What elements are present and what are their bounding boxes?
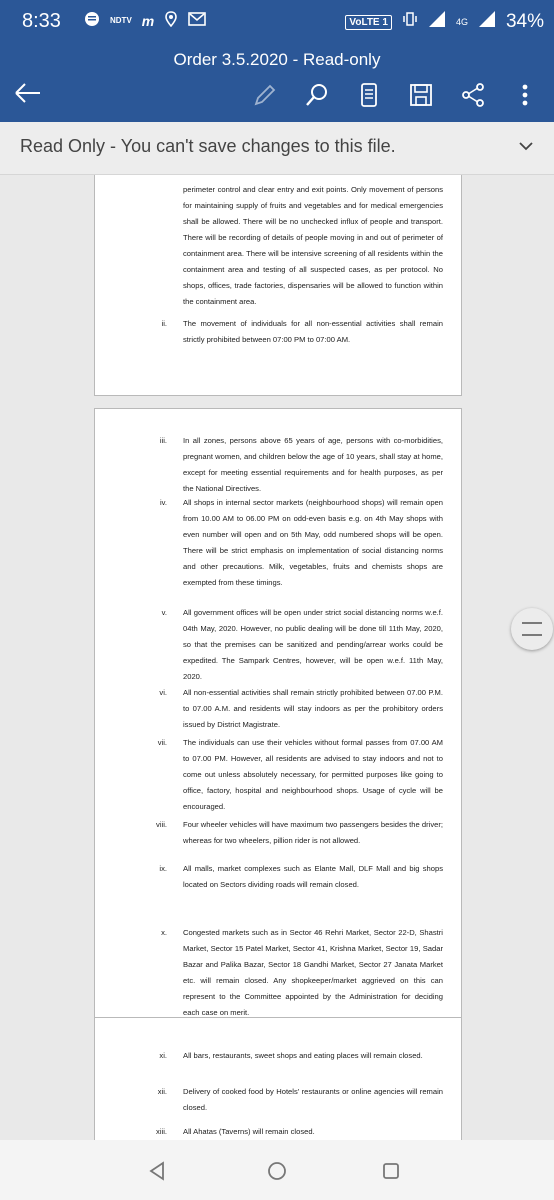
item-number: ii. <box>161 319 167 328</box>
document-title: Order 3.5.2020 - Read-only <box>173 50 381 69</box>
message-icon <box>84 11 100 30</box>
item-number: vi. <box>159 688 167 697</box>
document-page-3 <box>94 1017 462 1140</box>
item-text: All shops in internal sector markets (neighbourhood shops) will remain open from 10.00 AM to 06.00 PM on odd-even basis e.g. on 4th May shops with even number will open and on 5th May, odd numbered shops will be open. There will be strict emphasis on implementation of social distancing norms and other precautions. Milk, vegetables, fruits and chemists shops are exempted from these timings. <box>183 498 443 587</box>
read-only-message: Read Only - You can't save changes to this file. <box>20 136 396 156</box>
search-button[interactable] <box>302 80 332 110</box>
app-bar <box>0 44 554 122</box>
item-number: iii. <box>159 436 167 445</box>
item-number: v. <box>161 608 167 617</box>
vibrate-icon <box>402 10 418 34</box>
more-options-button[interactable] <box>510 80 540 110</box>
share-icon <box>460 82 486 108</box>
system-status <box>345 10 544 34</box>
item-text: perimeter control and clear entry and exit points. Only movement of persons for maintaining supply of fruits and vegetables and for medical emergencies shall be allowed. There will be no unchecked influx of people and transport. There will be recording of details of people moving in and out of perimeter of containment area. There will be intensive screening of all residents within the containment area and testing of all suspected cases, as per protocol. No shops, offices, trade factories, dispensaries will be allowed to function within the containment area. <box>183 185 443 306</box>
item-text: The movement of individuals for all non-essential activities shall remain strictly prohibited between 07:00 PM to 07:00 AM. <box>183 319 443 344</box>
draw-button[interactable] <box>250 80 280 110</box>
item-number: viii. <box>156 820 167 829</box>
mail-icon <box>188 11 206 30</box>
item-text: Congested markets such as in Sector 46 Rehri Market, Sector 22-D, Shastri Market, Sector 15 Patel Market, Sector 41, Krishna Market, Sector 19, Sadar Bazar and Palika Bazar, Sector 18 Gandhi Market, Sector 27 Janata Market etc. will remain closed. Any shopkeeper/market aggrieved on this can represent to the Committee appointed by the Administration for deciding each case on merit. <box>183 928 443 1017</box>
item-text: Delivery of cooked food by Hotels' restaurants or online agencies will remain closed. <box>183 1087 443 1112</box>
back-arrow-icon <box>14 82 42 104</box>
location-icon <box>164 11 178 30</box>
chevron-down-icon[interactable] <box>518 136 534 157</box>
back-button[interactable] <box>14 82 42 108</box>
save-button[interactable] <box>406 80 436 110</box>
android-nav-bar <box>0 1140 554 1200</box>
myntra-icon: m <box>141 12 155 29</box>
drag-handle-icon <box>522 622 542 636</box>
item-number: x. <box>161 928 167 937</box>
triangle-back-icon <box>147 1160 169 1182</box>
clock: 8:33 <box>22 10 61 32</box>
item-number: ix. <box>159 864 167 873</box>
document-page-1 <box>94 175 462 396</box>
pen-icon <box>252 82 278 108</box>
item-number: xiii. <box>156 1127 167 1136</box>
notification-icons <box>84 11 206 30</box>
item-text: All malls, market complexes such as Elante Mall, DLF Mall and big shops located on Sectors dividing roads will remain closed. <box>183 864 443 889</box>
signal-icon-2 <box>478 10 496 34</box>
save-icon <box>408 82 434 108</box>
item-text: All non-essential activities shall remain strictly prohibited between 07.00 P.M. to 07.00 A.M. and residents will stay indoors as per the prohibitory orders issued by District Magistrate. <box>183 688 443 729</box>
document-viewer[interactable] <box>0 175 554 1140</box>
nav-recents-button[interactable] <box>376 1156 406 1186</box>
item-text: The individuals can use their vehicles without formal passes from 07.00 AM to 07.00 PM. However, all residents are advised to stay indoors and not to come out unless absolutely necessary, for permitted purposes like going to office, factory, hospital and neighbourhood shops. Usage of cycle will be encouraged. <box>183 738 443 811</box>
item-text: All bars, restaurants, sweet shops and eating places will remain closed. <box>183 1051 423 1060</box>
item-text: All government offices will be open under strict social distancing norms w.e.f. 04th May, 2020. However, no public dealing will be done till 11th May, 2020, so that the premises can be sanitized and pending/arrear works could be expedited. The Sampark Centres, however, will be open w.e.f. 11th May, 2020. <box>183 608 443 681</box>
scroll-handle[interactable] <box>511 608 553 650</box>
ndtv-icon: NDTV <box>110 16 132 25</box>
item-text: Four wheeler vehicles will have maximum two passengers besides the driver; whereas for two wheelers, pillion rider is not allowed. <box>183 820 443 845</box>
status-bar <box>0 0 554 44</box>
battery-level: 34% <box>505 11 544 32</box>
item-number: xi. <box>159 1051 167 1060</box>
item-text: All Ahatas (Taverns) will remain closed. <box>183 1127 315 1136</box>
item-number: iv. <box>159 498 167 507</box>
search-icon <box>304 82 330 108</box>
item-number: vii. <box>157 738 167 747</box>
signal-icon <box>428 10 446 34</box>
volte-indicator: VoLTE 1 <box>345 15 392 30</box>
square-recents-icon <box>380 1160 402 1182</box>
circle-home-icon <box>266 1160 288 1182</box>
nav-back-button[interactable] <box>143 1156 173 1186</box>
reading-view-icon <box>356 82 382 108</box>
share-button[interactable] <box>458 80 488 110</box>
toolbar <box>250 80 540 110</box>
mobile-view-button[interactable] <box>354 80 384 110</box>
more-icon <box>512 82 538 108</box>
network-type: 4G <box>455 17 468 27</box>
read-only-banner[interactable] <box>0 122 554 175</box>
nav-home-button[interactable] <box>262 1156 292 1186</box>
item-number: xii. <box>157 1087 167 1096</box>
item-text: In all zones, persons above 65 years of age, persons with co-morbidities, pregnant women, and children below the age of 10 years, shall stay at home, except for meeting essential requirements and for health purposes, as per the National Directives. <box>183 436 443 493</box>
